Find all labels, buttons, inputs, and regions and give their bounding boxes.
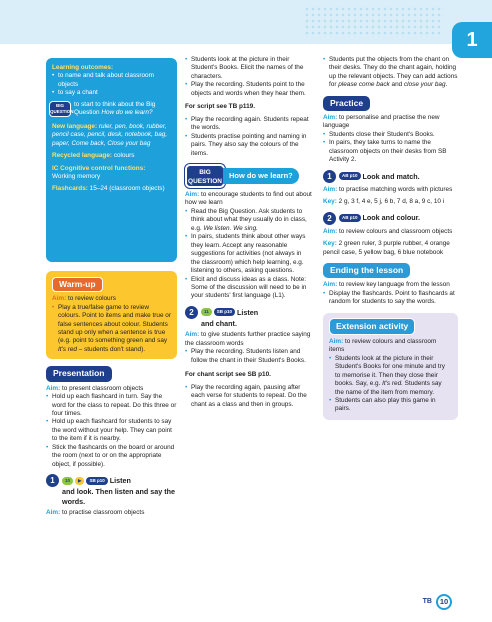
warm-up-list <box>52 304 171 355</box>
teachers-book-label: TB <box>422 598 432 606</box>
item-text: Students say the name of the item from memory. <box>335 380 442 396</box>
ab-page-chip: AB p10 <box>339 214 361 222</box>
item-example: It's red. <box>382 380 403 388</box>
outcome-item: • to name and talk about classroom objects <box>52 72 171 89</box>
sb-page-chip: SB p10 <box>86 477 107 485</box>
bq-item: • Elicit and discuss ideas as a class. Note: Some of the discussion will need to be in your students' first language (L1). <box>185 276 312 301</box>
chant-script-reference: For chant script see SB p10. <box>185 371 271 379</box>
bq-item <box>185 208 312 233</box>
aim-label: Aim: <box>52 295 67 303</box>
extension-item: • Students can also play this game in pairs. <box>329 397 452 414</box>
new-language-text: ruler, pen, book, rubber, pencil case, pencil, desk, notebook, bag, paper, Come back, Close your bag <box>52 122 168 147</box>
big-question-row <box>52 101 171 118</box>
item-text: . <box>445 81 448 89</box>
audio-track-icon: 11 <box>201 308 212 316</box>
warm-up-text-end: – students don't stand). <box>76 345 145 353</box>
presentation-item: • Hold up each flashcard in turn. Say the word for the class to repeat. Do this three or four times. <box>46 393 177 418</box>
intro-item: • Play the recording. Students point to the objects and words when they hear them. <box>185 81 312 98</box>
flashcards-label: Flashcards: <box>52 185 88 193</box>
extension-list <box>329 355 452 414</box>
unit-number-tab: 1 <box>452 22 492 58</box>
outcomes-list <box>52 72 171 97</box>
recycled-language-label: Recycled language: <box>52 152 113 160</box>
activity-2-list <box>185 348 312 365</box>
aim-label: Aim: <box>185 331 200 339</box>
extension-aim <box>329 338 452 355</box>
activity-1-aim <box>46 509 177 517</box>
practice-item: • In pairs, they take turns to name the classroom objects on their desks from SB Activity 2. <box>323 139 458 164</box>
activity-2-item: • Play the recording. Students listen and follow the chant in their Student's Books. <box>185 348 312 365</box>
audio-track-icon: 10 <box>62 477 73 485</box>
chant-actions-item <box>323 56 458 90</box>
warm-up-example: It's red <box>58 345 77 353</box>
big-question-list <box>185 208 312 301</box>
aim-label: Aim: <box>46 509 61 517</box>
outcomes-label: Learning outcomes: <box>52 64 114 71</box>
presentation-heading: Presentation <box>46 366 112 381</box>
activity-2-list-2 <box>185 384 312 409</box>
column-3 <box>323 56 458 420</box>
cognitive-control-icon: IC <box>52 164 61 172</box>
ending-list <box>323 290 458 307</box>
activity-title-cont: and chant. <box>201 318 237 328</box>
activity-2-item: • Play the recording again, pausing after each verse for students to repeat. Do the chant as a class and then in groups. <box>185 384 312 409</box>
activity-title: Listen <box>237 307 259 317</box>
cognitive-control <box>52 165 171 182</box>
warm-up-text: Play a true/false game to review colours. Point to items and make true or false sentences about colour. Students stand up only when a sentence is true (e.g. point to something green and say <box>58 303 171 345</box>
ending-item: • Display the flashcards. Point to flashcards at random for students to say the words. <box>323 290 458 307</box>
aim-text: to personalise and practise the new language <box>323 114 440 130</box>
activity-title: Listen <box>109 475 131 485</box>
recycled-language <box>52 152 171 160</box>
warm-up-heading: Warm-up <box>52 277 103 292</box>
new-language <box>52 123 171 148</box>
aim-label: Aim: <box>46 384 61 392</box>
aim-label: Aim: <box>323 114 338 122</box>
activity-2-header <box>185 306 312 319</box>
column-1 <box>46 58 177 518</box>
aim-label: Aim: <box>323 281 338 289</box>
ending-aim <box>323 281 458 289</box>
aim-text: to give students further practice saying the classroom words <box>185 331 311 347</box>
item-text: Students look at the picture in their Student's Books for one minute and try to memorise it. Then they close their books. Say, e.g. <box>335 354 445 388</box>
presentation-list <box>46 393 177 469</box>
extension-item <box>329 355 452 397</box>
script-reference: For script see TB p119. <box>185 103 255 111</box>
extension-heading: Extension activity <box>329 318 415 335</box>
outcome-item: • to say a chant <box>52 89 171 97</box>
item-example: close your bag <box>403 81 446 89</box>
lesson-overview-box <box>46 58 177 262</box>
ab-activity-1-key <box>323 198 458 206</box>
aim-text: to practise classroom objects <box>61 509 145 517</box>
aim-label: Aim: <box>323 227 338 235</box>
presentation-item: • Stick the flashcards on the board or around the room (next to or on the appropriate object, if possible). <box>46 444 177 469</box>
activity-number: 2 <box>323 212 336 225</box>
bq-outcome-question: How do we learn? <box>101 109 153 117</box>
ab-page-chip: AB p10 <box>339 172 361 180</box>
aim-text: to present classroom objects <box>61 384 144 392</box>
warm-up-item <box>52 304 171 355</box>
flashcards-text: 15–24 (classroom objects) <box>89 185 165 193</box>
intro-list <box>185 56 312 98</box>
warm-up-aim <box>52 295 171 303</box>
repeat-item: • Play the recording again. Students repeat the words. <box>185 116 312 133</box>
recycled-language-text: colours <box>113 152 135 160</box>
practice-item: • Students close their Student's Books. <box>323 131 458 139</box>
ab-activity-2-header <box>323 212 458 225</box>
bq-item: • In pairs, students think about other ways they learn. Accept any reasonable suggestions for activities (not always in the classroom) which help learning, e.g. listening to others, asking questions. <box>185 233 312 275</box>
activity-1-header <box>46 474 177 487</box>
big-question-logo-icon: BIG QUESTION <box>185 164 225 188</box>
big-question-badge-icon: BIG QUESTION <box>49 101 71 117</box>
aim-label: Aim: <box>185 190 200 198</box>
bq-item-example: We listen. We sing. <box>203 224 258 232</box>
aim-text: to review colours and classroom objects <box>338 227 453 235</box>
page-footer <box>423 594 452 610</box>
key-text: 2 green ruler, 3 purple rubber, 4 orange pencil case, 5 yellow bag, 6 blue notebook <box>323 240 450 256</box>
aim-text: to practise matching words with pictures <box>338 185 453 193</box>
big-question-header <box>185 164 312 188</box>
ending-heading: Ending the lesson <box>323 263 410 278</box>
activity-number: 2 <box>185 306 198 319</box>
ab-activity-2-key <box>323 240 458 257</box>
activity-number: 1 <box>323 170 336 183</box>
video-icon: ▶ <box>75 477 84 485</box>
aim-text: to review key language from the lesson <box>338 281 450 289</box>
top-banner <box>0 0 492 44</box>
key-label: Key: <box>323 240 337 248</box>
item-text: Students put the objects from the chant on their desks. They do the chant again, holding up the relevant objects. They can add actions for <box>329 56 458 89</box>
ab-activity-1-aim <box>323 186 458 194</box>
aim-text: to review colours <box>67 295 116 303</box>
column-2 <box>185 56 312 409</box>
item-example: please come back <box>338 81 390 89</box>
presentation-section <box>46 366 177 517</box>
cognitive-control-text: Working memory <box>52 172 101 180</box>
activity-title: Look and colour. <box>362 213 421 223</box>
key-text: 2 g, 3 f, 4 e, 5 j, 6 b, 7 d, 8 a, 9 c, 10 i <box>338 198 445 206</box>
aim-text: to review colours and classroom items <box>329 337 437 354</box>
practice-list <box>323 131 458 165</box>
ab-activity-2-aim <box>323 228 458 236</box>
chant-actions-list <box>323 56 458 90</box>
repeat-item: • Students practise pointing and naming in pairs. They also say the colours of the items. <box>185 133 312 158</box>
activity-2-aim <box>185 331 312 348</box>
activity-number: 1 <box>46 474 59 487</box>
extension-activity-box <box>323 313 458 420</box>
activity-title: Look and match. <box>362 171 420 181</box>
flashcards-info <box>52 185 171 193</box>
aim-text: to encourage students to find out about how we learn <box>185 190 312 207</box>
bq-outcome-text: to start to think about the Big Question <box>74 100 156 117</box>
cognitive-control-label: Cognitive control functions: <box>60 164 146 172</box>
big-question-outcome <box>74 101 171 118</box>
repeat-list <box>185 116 312 158</box>
item-text: and <box>389 81 404 89</box>
aim-label: Aim: <box>329 337 344 345</box>
warm-up-box <box>46 271 177 359</box>
practice-heading: Practice <box>323 96 370 111</box>
key-label: Key: <box>323 198 337 206</box>
new-language-label: New language: <box>52 122 98 130</box>
aim-label: Aim: <box>323 185 338 193</box>
big-question-aim <box>185 191 312 208</box>
sb-page-chip: SB p10 <box>214 308 235 316</box>
practice-aim <box>323 114 458 131</box>
presentation-aim <box>46 385 177 393</box>
banner-dot-pattern <box>304 6 444 38</box>
presentation-item: • Hold up each flashcard for students to say the word without your help. They can point to the item if it is nearby. <box>46 418 177 443</box>
page-number: 10 <box>436 594 452 610</box>
bq-item-text: Read the Big Question. Ask students to think about what they usually do in class, e.g. <box>191 207 307 232</box>
big-question-title: How do we learn? <box>223 168 299 184</box>
activity-title-cont: and look. Then listen and say the words. <box>62 487 176 506</box>
ab-activity-1-header <box>323 170 458 183</box>
intro-item: • Students look at the picture in their Student's Books. Elicit the names of the characters. <box>185 56 312 81</box>
